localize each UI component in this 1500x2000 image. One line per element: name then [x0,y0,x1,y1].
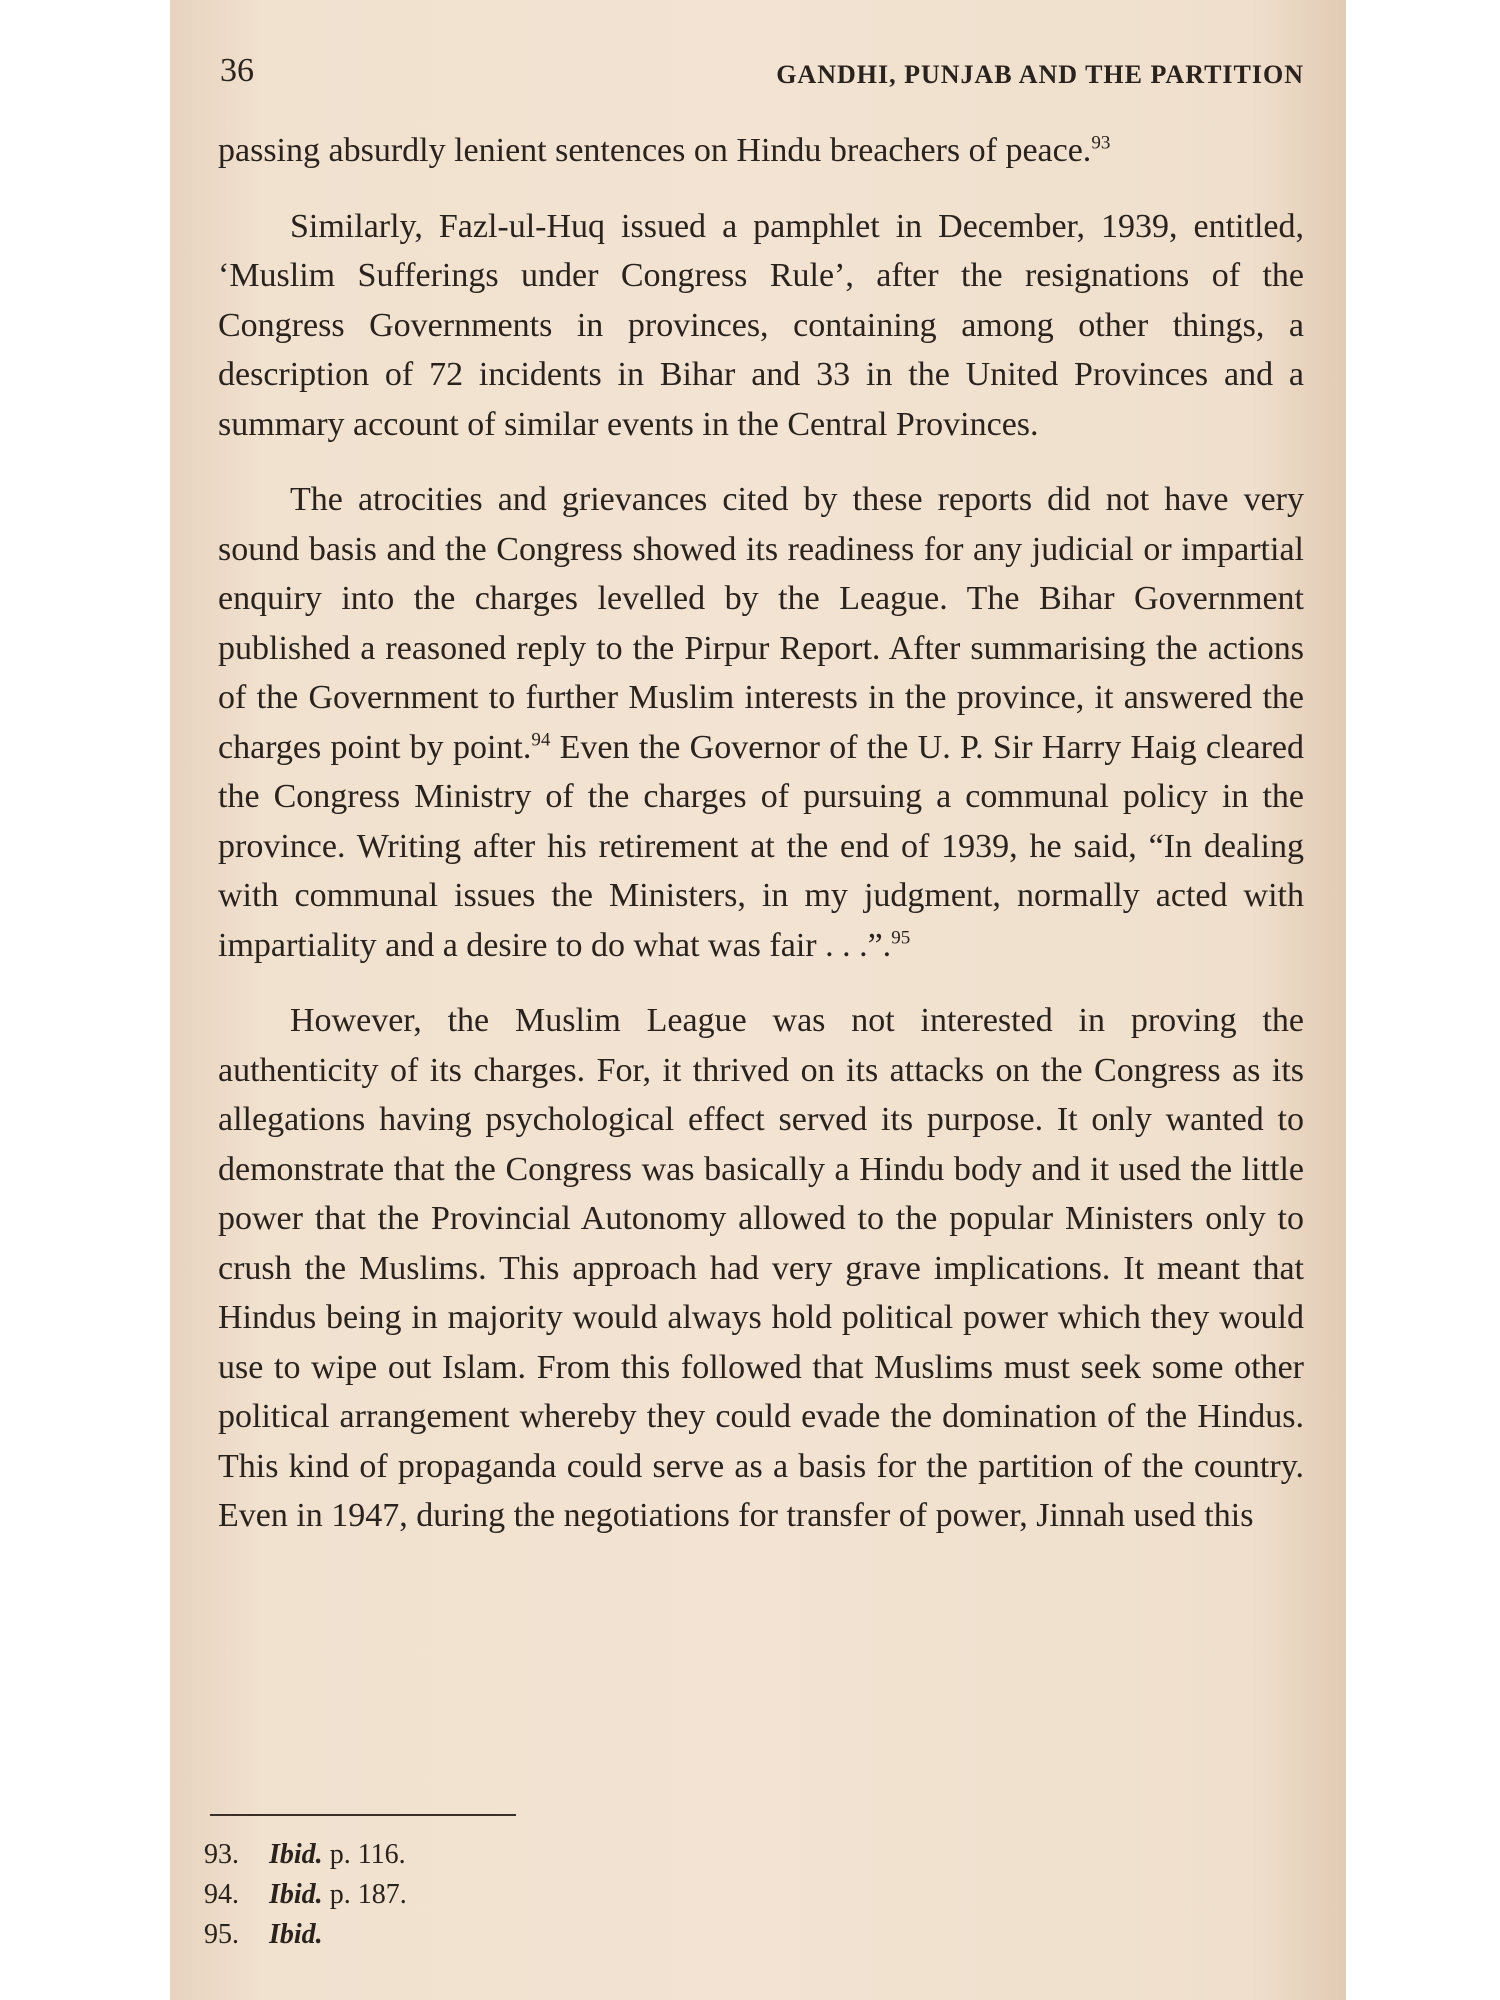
footnote-ref-95: 95 [891,927,911,949]
footnote-ref-93: 93 [1091,132,1111,154]
paragraph-2-text-b: Even the Governor of the U. P. Sir Harry Haig cleared the Congress Ministry of the charges of pursuing a communal policy in the province. Writing after his retirement at the end of 1939, he said, “In dealing with communal issues the Ministers, in my judgment, normally acted with impartiality and a desire to do what was fair . . .”. [218,728,1304,964]
footnote-divider [210,1814,516,1816]
footnote-source: Ibid. [269,1839,323,1870]
paragraph-2 [218,475,1304,970]
footnote-number: 95. [204,1919,239,1950]
book-page [170,0,1346,2000]
footnote-page: p. 187. [329,1879,407,1910]
footnote [204,1835,704,1875]
footnote-ref-94: 94 [531,729,551,751]
footnote [204,1915,704,1955]
footnote-number: 93. [204,1839,239,1870]
body-text [218,126,1304,1541]
footnote-source: Ibid. [269,1919,323,1950]
paragraph-1 [218,202,1304,450]
paragraph-1-text: Similarly, Fazl-ul-Huq issued a pamphlet in December, 1939, entitled, ‘Muslim Sufferings under Congress Rule’, after the resignations of the Congress Governments in provinces, containing among other things, a description of 72 incidents in Bihar and 33 in the United Provinces and a summary account of similar events in the Central Provinces. [218,207,1304,443]
paragraph-3 [218,996,1304,1541]
paragraph-2-text-a: The atrocities and grievances cited by these reports did not have very sound basis and the Congress showed its readiness for any judicial or impartial enquiry into the charges levelled by the League. The Bihar Government published a reasoned reply to the Pirpur Report. After summarising the actions of the Government to further Muslim interests in the province, it answered the charges point by point. [218,481,1304,766]
paragraph-0 [218,126,1304,176]
page-header [220,52,1304,96]
paragraph-3-text: However, the Muslim League was not interested in proving the authenticity of its charges. For, it thrived on its attacks on the Congress as its allegations having psychological effect served its purpose. It only wanted to demonstrate that the Congress was basically a Hindu body and it used the little power that the Provincial Autonomy allowed to the popular Ministers only to crush the Muslims. This approach had very grave implications. It meant that Hindus being in majority would always hold political power which they would use to wipe out Islam. From this followed that Muslims must seek some other political arrangement whereby they could evade the domination of the Hindus. This kind of propaganda could serve as a basis for the partition of the country. Even in 1947, during the negotiations for transfer of power, Jinnah used this [218,1002,1304,1534]
footnote-source: Ibid. [269,1879,323,1910]
footnotes [204,1835,704,1955]
footnote [204,1875,704,1915]
paragraph-0-text: passing absurdly lenient sentences on Hindu breachers of peace. [218,132,1092,169]
running-title: GANDHI, PUNJAB AND THE PARTITION [776,60,1304,89]
footnote-page: p. 116. [329,1839,406,1870]
footnote-number: 94. [204,1879,239,1910]
page-number: 36 [220,52,254,89]
